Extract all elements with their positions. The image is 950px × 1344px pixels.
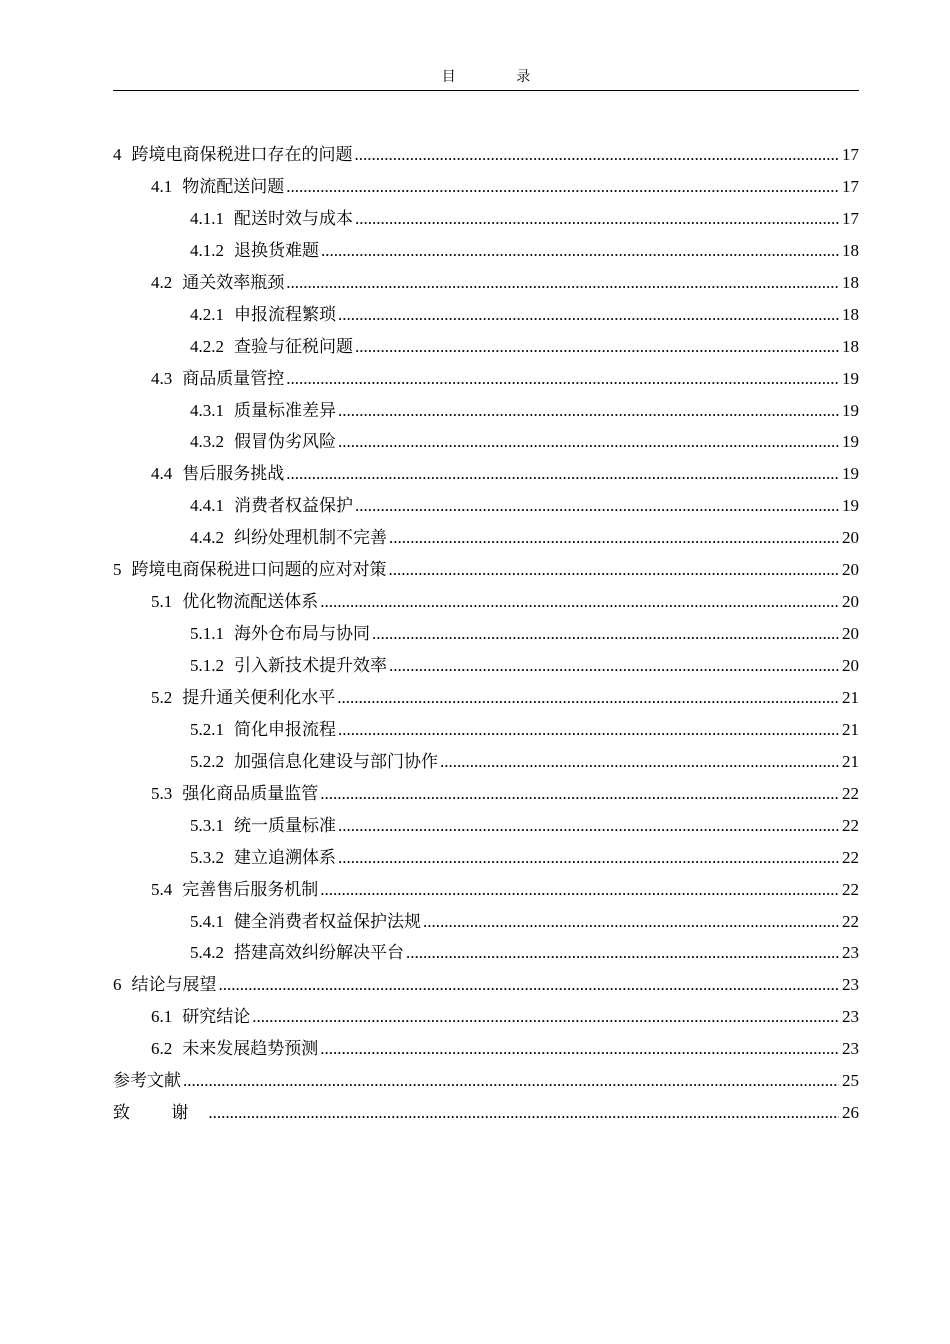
toc-entry-page: 18 bbox=[842, 240, 859, 260]
page-header bbox=[113, 66, 859, 91]
toc-entry-number: 4.2.1 bbox=[190, 304, 224, 324]
toc-dot-leader bbox=[320, 877, 839, 903]
toc-entry-number: 5.2.1 bbox=[190, 719, 224, 739]
toc-entry-page: 17 bbox=[842, 208, 859, 228]
toc-entry-label: 完善售后服务机制 bbox=[182, 879, 319, 900]
toc-dot-leader bbox=[208, 1100, 839, 1126]
toc-entry[interactable] bbox=[113, 461, 859, 493]
toc-entry-page: 17 bbox=[842, 176, 859, 196]
toc-dot-leader bbox=[423, 909, 839, 935]
toc-entry-page: 19 bbox=[842, 432, 859, 452]
toc-entry-label: 提升通关便利化水平 bbox=[182, 687, 336, 708]
toc-dot-leader bbox=[338, 429, 839, 455]
toc-entry-label: 查验与征税问题 bbox=[234, 336, 353, 357]
toc-entry[interactable] bbox=[113, 717, 859, 749]
toc-entry-label: 商品质量管控 bbox=[182, 368, 285, 389]
toc-entry-number: 5.4 bbox=[151, 879, 173, 899]
toc-dot-leader bbox=[286, 174, 839, 200]
toc-entry-page: 18 bbox=[842, 336, 859, 356]
toc-entry-page: 20 bbox=[842, 624, 859, 644]
toc-entry-number: 5.2.2 bbox=[190, 751, 224, 771]
toc-entry[interactable] bbox=[113, 238, 859, 270]
toc-entry-page: 21 bbox=[842, 687, 859, 707]
toc-dot-leader bbox=[389, 557, 840, 583]
toc-entry-page: 22 bbox=[842, 815, 859, 835]
toc-entry-number: 4 bbox=[113, 145, 122, 164]
toc-entry[interactable] bbox=[113, 1068, 859, 1100]
toc-entry-label: 优化物流配送体系 bbox=[182, 592, 319, 613]
toc-entry-number: 5 bbox=[113, 560, 122, 580]
toc-entry-label: 参考文献 bbox=[113, 1071, 181, 1092]
toc-entry-page: 26 bbox=[842, 1103, 859, 1123]
toc-entry-label: 引入新技术提升效率 bbox=[234, 656, 387, 676]
toc-entry-number: 4.3 bbox=[151, 368, 173, 388]
toc-dot-leader bbox=[286, 461, 839, 487]
toc-entry[interactable] bbox=[113, 621, 859, 653]
toc-entry-page: 23 bbox=[842, 1039, 859, 1059]
toc-entry-number: 6 bbox=[113, 975, 122, 995]
toc-entry-label: 研究结论 bbox=[182, 1007, 251, 1028]
toc-dot-leader bbox=[338, 398, 839, 424]
toc-dot-leader bbox=[440, 749, 839, 775]
toc-entry[interactable] bbox=[113, 270, 859, 302]
toc-dot-leader bbox=[320, 589, 839, 615]
toc-entry-number: 4.1.2 bbox=[190, 240, 224, 260]
toc-dot-leader bbox=[286, 270, 839, 296]
toc-dot-leader bbox=[389, 525, 839, 551]
toc-dot-leader bbox=[252, 1004, 839, 1030]
toc-entry[interactable] bbox=[113, 525, 859, 557]
toc-entry-page: 19 bbox=[842, 400, 859, 420]
toc-entry[interactable] bbox=[113, 781, 859, 813]
toc-entry-number: 4.1.1 bbox=[190, 208, 224, 228]
toc-entry-page: 20 bbox=[842, 560, 859, 580]
toc-dot-leader bbox=[389, 653, 839, 679]
toc-entry-number: 5.1.1 bbox=[190, 624, 224, 644]
toc-entry-page: 21 bbox=[842, 751, 859, 771]
toc-entry-number: 5.1.2 bbox=[190, 656, 224, 675]
toc-entry-page: 25 bbox=[842, 1071, 859, 1091]
toc-entry-page: 18 bbox=[842, 272, 859, 292]
toc-entry-page: 17 bbox=[842, 145, 859, 164]
toc-entry-number: 5.1 bbox=[151, 592, 173, 612]
toc-entry-page: 19 bbox=[842, 464, 859, 484]
toc-entry-number: 6.2 bbox=[151, 1039, 173, 1059]
toc-entry-label: 配送时效与成本 bbox=[234, 208, 353, 229]
toc-entry-label: 强化商品质量监管 bbox=[182, 783, 319, 804]
toc-entry-number: 5.4.1 bbox=[190, 911, 224, 931]
toc-entry-page: 21 bbox=[842, 719, 859, 739]
toc-entry-label: 通关效率瓶颈 bbox=[182, 272, 285, 293]
toc-entry-label: 物流配送问题 bbox=[182, 176, 285, 197]
toc-entry-page: 22 bbox=[842, 911, 859, 931]
toc-dot-leader bbox=[338, 845, 839, 871]
toc-entry[interactable] bbox=[113, 813, 859, 845]
toc-entry-label: 建立追溯体系 bbox=[234, 847, 336, 868]
toc-entry-label: 搭建高效纠纷解决平台 bbox=[234, 943, 404, 964]
toc-entry[interactable] bbox=[113, 557, 859, 589]
toc-dot-leader bbox=[338, 717, 839, 743]
toc-entry-page: 19 bbox=[842, 496, 859, 516]
toc-entry-number: 4.3.1 bbox=[190, 400, 224, 420]
toc-entry-page: 20 bbox=[842, 528, 859, 548]
toc-entry[interactable] bbox=[113, 334, 859, 366]
toc-entry[interactable] bbox=[113, 877, 859, 909]
toc-entry-label: 跨境电商保税进口问题的应对对策 bbox=[131, 560, 387, 581]
toc-entry[interactable] bbox=[113, 909, 859, 941]
toc-entry-label: 纠纷处理机制不完善 bbox=[234, 528, 387, 549]
toc-dot-leader bbox=[337, 685, 839, 711]
toc-entry[interactable] bbox=[113, 972, 859, 1004]
toc-entry-label: 申报流程繁琐 bbox=[234, 304, 336, 325]
toc-entry-page: 22 bbox=[842, 783, 859, 803]
toc-dot-leader bbox=[355, 334, 839, 360]
toc-entry-label: 海外仓布局与协同 bbox=[234, 624, 370, 645]
toc-dot-leader bbox=[320, 781, 839, 807]
toc-entry-label: 售后服务挑战 bbox=[182, 464, 285, 485]
toc-entry-page: 23 bbox=[842, 975, 859, 995]
toc-entry-number: 5.2 bbox=[151, 687, 173, 707]
toc-entry-number: 4.2 bbox=[151, 272, 173, 292]
toc-entry[interactable] bbox=[113, 1100, 859, 1132]
toc-entry-page: 20 bbox=[842, 592, 859, 612]
toc-entry-page: 22 bbox=[842, 847, 859, 867]
toc-entry-page: 23 bbox=[842, 943, 859, 963]
toc-entry[interactable] bbox=[113, 845, 859, 877]
toc-entry[interactable] bbox=[113, 302, 859, 334]
toc-entry-page: 22 bbox=[842, 879, 859, 899]
toc-entry-number: 6.1 bbox=[151, 1007, 173, 1027]
toc-dot-leader bbox=[338, 302, 839, 328]
toc-entry-label: 质量标准差异 bbox=[234, 400, 336, 421]
toc-dot-leader bbox=[372, 621, 839, 647]
toc-entry-label: 简化申报流程 bbox=[234, 719, 336, 740]
toc-entry-number: 4.1 bbox=[151, 176, 173, 196]
toc-entry-number: 5.3.2 bbox=[190, 847, 224, 867]
toc-entry[interactable] bbox=[113, 653, 859, 685]
toc-entry[interactable] bbox=[113, 685, 859, 717]
toc-entry-number: 4.4.2 bbox=[190, 528, 224, 548]
toc-entry-number: 4.3.2 bbox=[190, 432, 224, 452]
toc-dot-leader bbox=[321, 238, 839, 264]
toc-entry[interactable] bbox=[113, 940, 859, 972]
toc-entry-label: 未来发展趋势预测 bbox=[182, 1039, 319, 1060]
toc-dot-leader bbox=[219, 972, 840, 998]
toc-dot-leader bbox=[406, 940, 839, 966]
toc-dot-leader bbox=[286, 366, 839, 392]
toc-entry-label: 跨境电商保税进口存在的问题 bbox=[131, 145, 353, 165]
toc-entry[interactable] bbox=[113, 749, 859, 781]
toc-entry-label: 结论与展望 bbox=[131, 975, 217, 996]
toc-entry-page: 23 bbox=[842, 1007, 859, 1027]
toc-dot-leader bbox=[338, 813, 839, 839]
toc-entry-label: 致 谢 bbox=[113, 1103, 207, 1124]
toc-dot-leader bbox=[355, 493, 839, 519]
toc-entry[interactable] bbox=[113, 366, 859, 398]
toc-entry-number: 4.4.1 bbox=[190, 496, 224, 516]
toc-entry[interactable] bbox=[113, 1004, 859, 1036]
toc-entry-number: 5.3 bbox=[151, 783, 173, 803]
toc-entry[interactable] bbox=[113, 174, 859, 206]
toc-entry-page: 18 bbox=[842, 304, 859, 324]
toc-dot-leader bbox=[355, 142, 840, 168]
toc-entry[interactable] bbox=[113, 1036, 859, 1068]
toc-entry-label: 加强信息化建设与部门协作 bbox=[234, 751, 438, 772]
toc-entry-page: 20 bbox=[842, 656, 859, 675]
toc-entry[interactable] bbox=[113, 589, 859, 621]
toc-entry-page: 19 bbox=[842, 368, 859, 388]
toc-entry-number: 5.3.1 bbox=[190, 815, 224, 835]
toc-entry-number: 4.4 bbox=[151, 464, 173, 484]
toc-entry[interactable] bbox=[113, 142, 859, 174]
toc-entry[interactable] bbox=[113, 206, 859, 238]
toc-entry-label: 假冒伪劣风险 bbox=[234, 432, 336, 453]
toc-entry-label: 健全消费者权益保护法规 bbox=[234, 911, 421, 932]
toc-dot-leader bbox=[355, 206, 839, 232]
toc-entry[interactable] bbox=[113, 493, 859, 525]
toc-heading: 目 录 bbox=[441, 69, 559, 85]
toc-entry[interactable] bbox=[113, 398, 859, 430]
toc-entry-number: 4.2.2 bbox=[190, 336, 224, 356]
toc-entry[interactable] bbox=[113, 429, 859, 461]
toc-dot-leader bbox=[183, 1068, 839, 1094]
toc-entry-number: 5.4.2 bbox=[190, 943, 224, 963]
toc-entry-label: 消费者权益保护 bbox=[234, 496, 353, 517]
toc-entry-label: 统一质量标准 bbox=[234, 815, 336, 836]
toc-dot-leader bbox=[320, 1036, 839, 1062]
table-of-contents bbox=[113, 142, 859, 1132]
toc-entry-label: 退换货难题 bbox=[234, 240, 319, 261]
